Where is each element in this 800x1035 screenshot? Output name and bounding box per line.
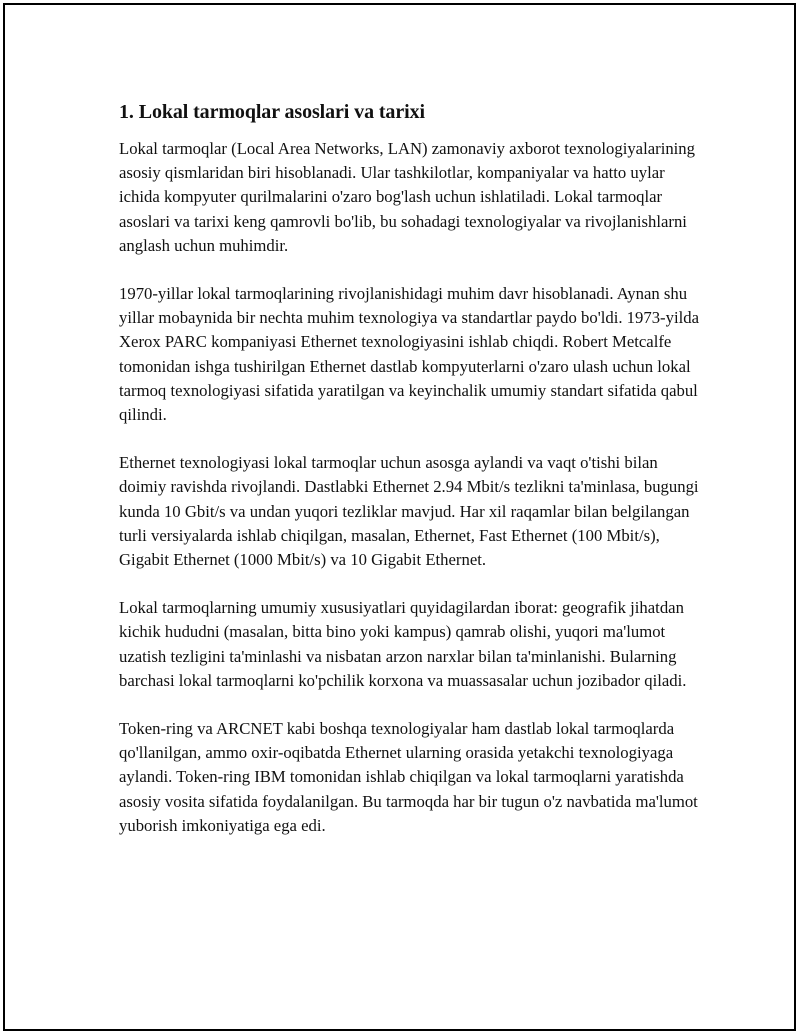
page-frame: [3, 3, 796, 1031]
paragraph-ethernet: Ethernet texnologiyasi lokal tarmoqlar uchun asosga aylandi va vaqt o'tishi bilan doimiy ravishda rivojlandi. Dastlabki Ethernet 2.94 Mbit/s tezlikni ta'minlasa, bugungi kunda 10 Gbit/s va undan yuqori tezliklar mavjud. Har xil raqamlar bilan belgilangan turli versiyalarda ishlab chiqilgan, masalan, Ethernet, Fast Ethernet (100 Mbit/s), Gigabit Ethernet (1000 Mbit/s) va 10 Gigabit Ethernet.: [119, 453, 699, 570]
paragraph-intro: Lokal tarmoqlar (Local Area Networks, LAN) zamonaviy axborot texnologiyalarining asosiy qismlaridan biri hisoblanadi. Ular tashkilotlar, kompaniyalar va hatto uylar ichida kompyuter qurilmalarini o'zaro bog'lash uchun ishlatiladi. Lokal tarmoqlar asoslari va tarixi keng qamrovli bo'lib, bu sohadagi texnologiyalar va rivojlanishlarni anglash uchun muhimdir.: [119, 139, 695, 255]
paragraph-1970s: 1970-yillar lokal tarmoqlarining rivojlanishidagi muhim davr hisoblanadi. Aynan shu yillar mobaynida bir nechta muhim texnologiya va standartlar paydo bo'ldi. 1973-yilda Xerox PARC kompaniyasi Ethernet texnologiyasini ishlab chiqdi. Robert Metcalfe tomonidan ishga tushirilgan Ethernet dastlab kompyuterlarni o'zaro ulash uchun lokal tarmoq texnologiyasi sifatida yaratilgan va keyinchalik umumiy standart sifatida qabul qilindi.: [119, 284, 699, 425]
paragraph-token-ring: Token-ring va ARCNET kabi boshqa texnologiyalar ham dastlab lokal tarmoqlarda qo'llanilgan, ammo oxir-oqibatda Ethernet ularning orasida yetakchi texnologiyaga aylandi. Token-ring IBM tomonidan ishlab chiqilgan va lokal tarmoqlarni yaratishda asosiy vosita sifatida foydalanilgan. Bu tarmoqda har bir tugun o'z navbatida ma'lumot yuborish imkoniyatiga ega edi.: [119, 719, 698, 835]
paragraph-features: Lokal tarmoqlarning umumiy xususiyatlari quyidagilardan iborat: geografik jihatdan kichik hududni (masalan, bitta bino yoki kampus) qamrab olishi, yuqori ma'lumot uzatish tezligini ta'minlashi va nisbatan arzon narxlar bilan ta'minlanishi. Bularning barchasi lokal tarmoqlarni ko'pchilik korxona va muassasalar uchun jozibador qiladi.: [119, 598, 687, 690]
section-heading: 1. Lokal tarmoqlar asoslari va tarixi: [119, 101, 425, 123]
document-body: [119, 98, 709, 862]
